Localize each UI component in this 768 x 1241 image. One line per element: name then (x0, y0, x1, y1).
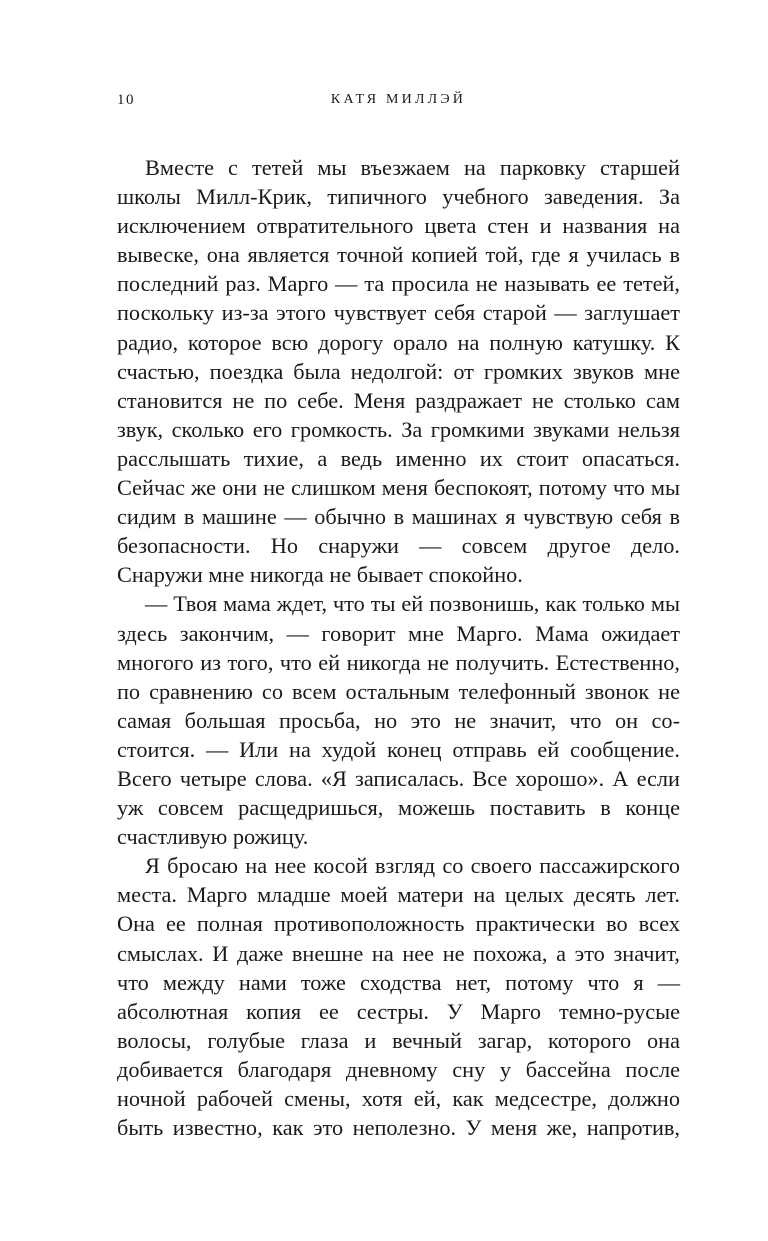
paragraph-2: — Твоя мама ждет, что ты ей позвонишь, как только мы здесь закончим, — говорит мне Марго. Мама ожидает многого из того, что ей никогда не получить. Естественно, по сравнению со всем остальным телефонный звонок не самая большая просьба, но это не значит, что он состоится. — Или на худой конец отправь ей сообщение. Всего четыре слова. «Я записалась. Все хорошо». А если уж совсем расщедришься, можешь поставить в конце счастливую рожицу. (117, 591, 680, 850)
page-number: 10 (117, 92, 135, 108)
body-text (117, 153, 680, 1142)
page-header (117, 92, 680, 116)
paragraph-3: Я бросаю на нее косой взгляд со своего пассажирского места. Марго младше моей матери на целых десять лет. Она ее полная противоположность практически во всех смыслах. И даже внешне на нее не похожа, а это значит, что между нами тоже сходства нет, потому что я — абсолютная копия ее сестры. У Марго темно-русые волосы, голубые глаза и вечный загар, которого она добивается благодаря дневному сну у бассейна после ночной рабочей смены, хотя ей, как медсестре, должно быть известно, как это неполезно. У меня же, напротив, (117, 853, 680, 1141)
paragraph-1: Вместе с тетей мы въезжаем на парковку старшей школы Милл-Крик, типичного учебного заведения. За исключением отвратительного цвета стен и названия на вывеске, она является точной копией той, где я училась в последний раз. Марго — та просила не называть ее тетей, поскольку из-за этого чувствует себя старой — заглушает радио, которое всю дорогу орало на полную катушку. К счастью, поездка была недолгой: от громких звуков мне становится не по себе. Меня раздражает не столько сам звук, сколько его громкость. За громкими звуками нельзя расслышать тихие, а ведь именно их стоит опасаться. Сейчас же они не слишком меня беспокоят, потому что мы сидим в машине — обычно в машинах я чувствую себя в безопасности. Но снаружи — совсем другое дело. Снаружи мне никогда не бывает спокойно. (117, 155, 680, 588)
running-title: КАТЯ МИЛЛЭЙ (330, 92, 467, 107)
